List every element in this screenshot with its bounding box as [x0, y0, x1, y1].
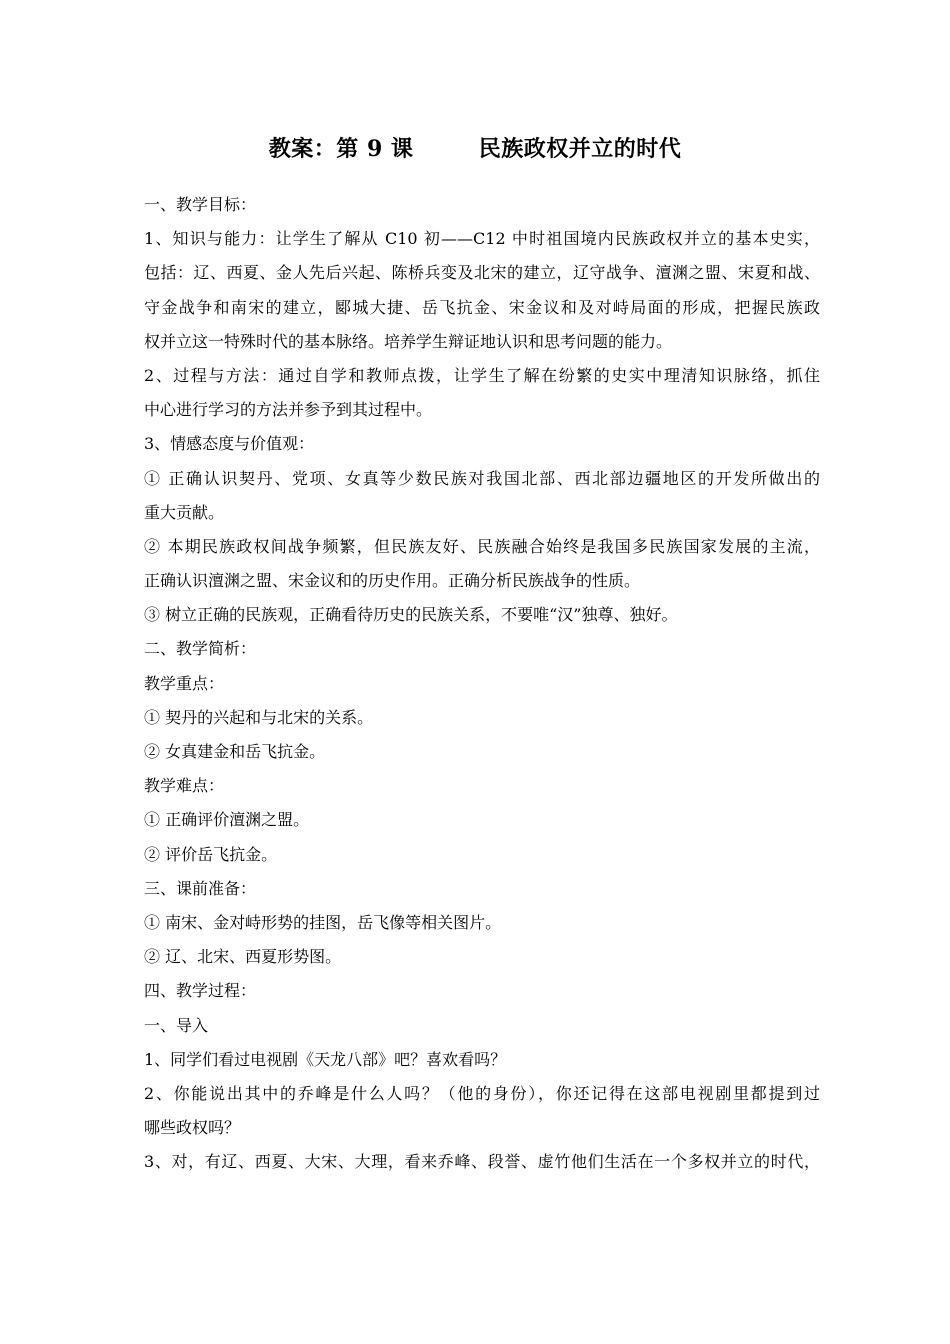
paragraph-line: 1、知识与能力：让学生了解从 C10 初——C12 中时祖国境内民族政权并立的基本史实，	[144, 229, 820, 249]
paragraph-line: 中心进行学习的方法并参予到其过程中。	[144, 400, 433, 420]
subheading-key-points: 教学重点：	[144, 673, 225, 693]
section-heading-objectives: 一、教学目标：	[144, 195, 257, 214]
paragraph-line: 2、过程与方法：通过自学和教师点拨，让学生了解在纷繁的史实中理清知识脉络，抓住	[144, 365, 820, 385]
section-heading-preparation: 三、课前准备：	[144, 878, 257, 898]
paragraph-line: 正确认识澶渊之盟、宋金议和的历史作用。正确分析民族战争的性质。	[144, 571, 641, 591]
document-title: 教案：第 9 课 民族政权并立的时代	[268, 136, 682, 162]
paragraph-line: 守金战争和南宋的建立，郾城大捷、岳飞抗金、宋金议和及对峙局面的形成，把握民族政	[144, 297, 820, 317]
list-item: ② 女真建金和岳飞抗金。	[144, 742, 326, 761]
paragraph-line: ② 本期民族政权间战争频繁，但民族友好、民族融合始终是我国多民族国家发展的主流，	[144, 536, 820, 556]
paragraph-line: ① 正确认识契丹、党项、女真等少数民族对我国北部、西北部边疆地区的开发所做出的	[144, 468, 820, 488]
paragraph-line: ③ 树立正确的民族观，正确看待历史的民族关系，不要唯“汉”独尊、独好。	[144, 605, 678, 625]
paragraph-line: 1、同学们看过电视剧《天龙八部》吧？喜欢看吗？	[144, 1049, 507, 1069]
paragraph-line: 权并立这一特殊时代的基本脉络。培养学生辩证地认识和思考问题的能力。	[144, 331, 673, 351]
subheading-difficult-points: 教学难点：	[144, 776, 225, 796]
section-heading-analysis: 二、教学简析：	[144, 639, 257, 659]
list-item: ② 评价岳飞抗金。	[144, 844, 278, 864]
list-item: ① 南宋、金对峙形势的挂图，岳飞像等相关图片。	[144, 912, 502, 932]
paragraph-line: 2、你能说出其中的乔峰是什么人吗？（他的身份），你还记得在这部电视剧里都提到过	[144, 1083, 820, 1103]
paragraph-line: 3、对，有辽、西夏、大宋、大理，看来乔峰、段誉、虚竹他们生活在一个多权并立的时代，	[144, 1152, 820, 1172]
section-heading-process: 四、教学过程：	[144, 981, 257, 1001]
paragraph-line: 哪些政权吗？	[144, 1118, 241, 1138]
paragraph-line: 包括：辽、西夏、金人先后兴起、陈桥兵变及北宋的建立，辽守战争、澶渊之盟、宋夏和战、	[144, 263, 820, 283]
paragraph-line: 3、情感态度与价值观：	[144, 434, 315, 454]
list-item: ① 契丹的兴起和与北宋的关系。	[144, 707, 374, 727]
subheading-introduction: 一、导入	[144, 1015, 209, 1035]
paragraph-line: 重大贡献。	[144, 502, 225, 522]
list-item: ② 辽、北宋、西夏形势图。	[144, 947, 342, 967]
document-body	[144, 188, 820, 1179]
list-item: ① 正确评价澶渊之盟。	[144, 810, 310, 830]
